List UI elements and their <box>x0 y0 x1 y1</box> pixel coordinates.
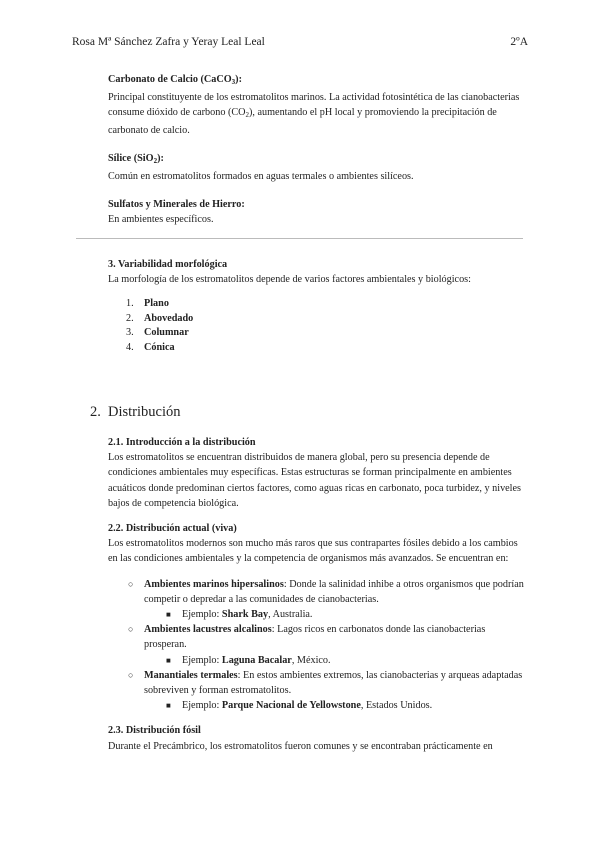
shapes-list <box>108 297 528 355</box>
sulfatos-block <box>108 197 528 227</box>
distribution-heading: 2. Distribución <box>90 404 181 420</box>
fossil-text: Durante el Precámbrico, los estromatolitos fueron comunes y se encontraban prácticamente en <box>108 740 493 752</box>
list-item: 2. Abovedado <box>126 312 194 324</box>
environments-list <box>108 577 528 714</box>
circle-bullet-icon: ○ <box>128 669 134 680</box>
intro-title: 2.1. Introducción a la distribución <box>108 437 256 448</box>
actual-subsection <box>108 521 528 713</box>
sulfatos-text: En ambientes específicos. <box>108 214 214 225</box>
header-course: 2ºA <box>510 36 528 48</box>
carbonato-text: Principal constituyente de los estromatolitos marinos. La actividad fotosintética de las cianobacterias consume dióxido de carbono $(CO_2)$, aumentando el pH local y promoviendo la precipitación de carbonato de calcio. <box>108 92 520 136</box>
list-item: 4. Cónica <box>126 341 175 353</box>
actual-text: Los estromatolitos modernos son mucho más raros que sus contrapartes fósiles debido a los cambios en las condiciones ambientales y la competencia de organismos más avanzados. Se encuentran en: <box>108 538 518 565</box>
list-item: ○ Ambientes lacustres alcalinos: Lagos ricos en carbonatos donde las cianobacterias prosperan. ■ Ejemplo: Laguna Bacalar, México. <box>108 622 528 668</box>
intro-subsection <box>108 435 528 511</box>
fossil-subsection <box>108 723 528 753</box>
circle-bullet-icon: ○ <box>128 624 134 635</box>
list-item: 1. Plano <box>126 298 169 309</box>
list-item: ○ Manantiales termales: En estos ambientes extremos, las cianobacterias y arqueas adaptadas sobreviven y forman estromatolitos. ■ Ejemplo: Parque Nacional de Yellowstone, Estados Unidos. <box>108 668 528 714</box>
variability-section <box>108 257 528 355</box>
sulfatos-title: Sulfatos y Minerales de Hierro: <box>108 199 245 210</box>
actual-title: 2.2. Distribución actual (viva) <box>108 523 237 535</box>
silice-text: Común en estromatolitos formados en aguas termales o ambientes silíceos. <box>108 171 414 182</box>
variability-title: 3. Variabilidad morfológica <box>108 259 228 270</box>
example-item: ■ Ejemplo: Laguna Bacalar, México. <box>144 653 528 668</box>
silice-title: Sílice (SiO$_2$): <box>108 153 164 165</box>
list-item: 3. Columnar <box>126 327 189 338</box>
square-bullet-icon: ■ <box>166 655 171 665</box>
distribution-section <box>108 435 528 764</box>
silice-block <box>108 151 528 184</box>
example-item: ■ Ejemplo: Parque Nacional de Yellowstone, Estados Unidos. <box>144 698 528 713</box>
header-authors: Rosa Mª Sánchez Zafra y Yeray Leal Leal <box>72 36 265 48</box>
circle-bullet-icon: ○ <box>128 578 134 589</box>
example-item: ■ Ejemplo: Shark Bay, Australia. <box>144 607 528 622</box>
variability-intro: La morfología de los estromatolitos depende de varios factores ambientales y biológicos: <box>108 274 471 285</box>
intro-text: Los estromatolitos se encuentran distribuidos de manera global, pero su presencia depende de condiciones ambientales muy específicas. Estas estructuras se forman principalmente en ambientes acuáticos donde predominan ciertos factores, como aguas ricas en carbonato, poca turbidez, y niveles bajos de competencia biológica. <box>108 452 521 509</box>
fossil-title: 2.3. Distribución fósil <box>108 725 201 737</box>
carbonato-title: Carbonato de Calcio (CaCO$_3$): <box>108 74 242 86</box>
section-divider <box>76 238 523 239</box>
square-bullet-icon: ■ <box>166 701 171 711</box>
minerals-section <box>108 72 528 240</box>
square-bullet-icon: ■ <box>166 610 171 620</box>
carbonato-block <box>108 72 528 138</box>
list-item: ○ Ambientes marinos hipersalinos: Donde la salinidad inhibe a otros organismos que podrían competir o depredar a las comunidades de cianobacterias. ■ Ejemplo: Shark Bay, Australia. <box>108 577 528 623</box>
